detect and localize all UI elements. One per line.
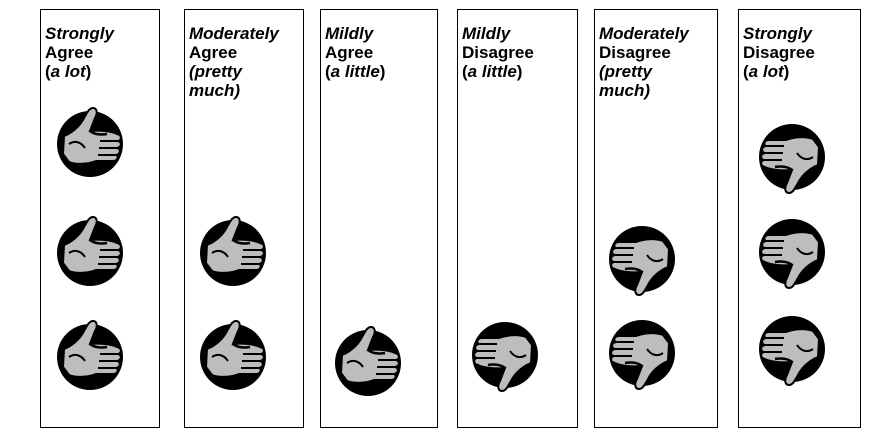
scale-panel-strongly-agree: [40, 9, 160, 428]
scale-label-text: a lot: [50, 62, 86, 81]
scale-label: [45, 24, 114, 81]
scale-label-text: Agree: [189, 43, 238, 62]
scale-label-text: Mildly: [462, 24, 511, 43]
scale-label-text: (: [743, 62, 749, 81]
scale-label-line: [743, 43, 815, 62]
scale-label-text: a lot: [748, 62, 784, 81]
scale-label-line: [189, 43, 279, 62]
scale-label-line: [743, 62, 815, 81]
scale-label-text: a little: [330, 62, 380, 81]
scale-label-line: [599, 81, 689, 100]
scale-label-text: (pretty: [599, 62, 652, 81]
scale-label: [599, 24, 689, 100]
scale-panel-moderately-disagree: [594, 9, 718, 428]
scale-label-line: [599, 62, 689, 81]
scale-panel-mildly-agree: [320, 9, 438, 428]
thumbs-up-icon: [55, 104, 125, 180]
scale-label-line: [599, 43, 689, 62]
thumbs-up-icon: [198, 317, 268, 393]
thumbs-down-icon: [757, 216, 827, 292]
thumbs-up-icon: [333, 323, 403, 399]
scale-label-line: [325, 43, 385, 62]
scale-label-text: Disagree: [599, 43, 671, 62]
scale-label: [462, 24, 534, 81]
scale-label-text: Moderately: [189, 24, 279, 43]
scale-label-text: ): [516, 62, 523, 81]
scale-label-text: much): [189, 81, 240, 100]
thumbs-down-icon: [757, 121, 827, 197]
scale-label-text: ): [379, 62, 386, 81]
thumbs-down-icon: [757, 313, 827, 389]
scale-label-text: Disagree: [462, 43, 534, 62]
thumbs-down-icon: [470, 319, 540, 395]
scale-label-line: [45, 43, 114, 62]
scale-panel-mildly-disagree: [457, 9, 578, 428]
thumbs-down-icon: [607, 223, 677, 299]
scale-label-text: Agree: [45, 43, 94, 62]
scale-label-text: ): [783, 62, 790, 81]
scale-label-line: [599, 24, 689, 43]
scale-label-text: (: [462, 62, 468, 81]
scale-label-text: (: [325, 62, 331, 81]
thumbs-up-icon: [198, 213, 268, 289]
scale-label-line: [462, 62, 534, 81]
scale-label-line: [189, 62, 279, 81]
thumbs-up-icon: [55, 213, 125, 289]
thumbs-down-icon: [607, 317, 677, 393]
scale-label-line: [325, 24, 385, 43]
scale-panel-moderately-agree: [184, 9, 304, 428]
scale-label-text: Strongly: [45, 24, 114, 43]
thumbs-up-icon: [55, 317, 125, 393]
scale-label-line: [325, 62, 385, 81]
scale-label: [743, 24, 815, 81]
scale-label-line: [189, 24, 279, 43]
scale-label: [325, 24, 385, 81]
scale-label-line: [45, 62, 114, 81]
scale-label-text: Strongly: [743, 24, 812, 43]
scale-label-line: [743, 24, 815, 43]
scale-label-text: (: [45, 62, 51, 81]
scale-label-text: much): [599, 81, 650, 100]
scale-label-text: a little: [467, 62, 517, 81]
scale-label-text: Moderately: [599, 24, 689, 43]
scale-label-text: Agree: [325, 43, 374, 62]
scale-label-text: Mildly: [325, 24, 374, 43]
scale-label-line: [45, 24, 114, 43]
scale-label-text: Disagree: [743, 43, 815, 62]
scale-panel-strongly-disagree: [738, 9, 861, 428]
scale-label-text: ): [85, 62, 92, 81]
scale-label: [189, 24, 279, 100]
scale-label-line: [462, 43, 534, 62]
scale-label-text: (pretty: [189, 62, 242, 81]
scale-label-line: [462, 24, 534, 43]
scale-label-line: [189, 81, 279, 100]
